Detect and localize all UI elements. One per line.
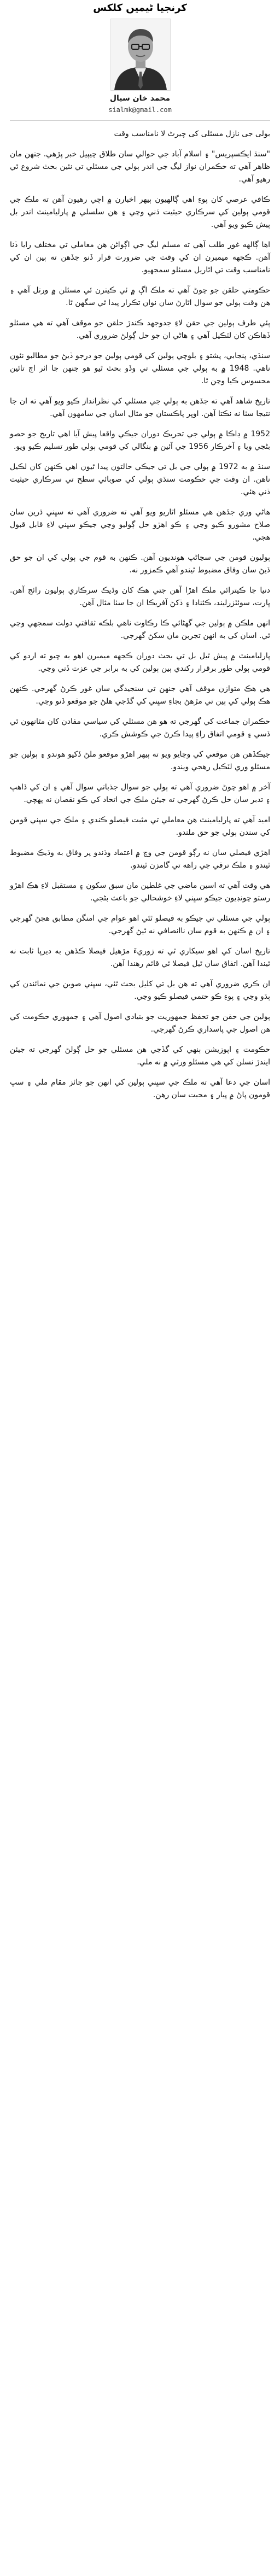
paragraph: ان ڪري ضروري آهي ته هن بل تي کليل بحث ٿئي، سڀني صوبن جي نمائندن کي ٻڌو وڃي ۽ پوءِ ڪو حتمي فيصلو ڪيو وڃي. <box>10 980 270 1001</box>
paragraph: اسان جي دعا آهي ته ملڪ جي سڀني ٻولين کي انهن جو جائز مقام ملي ۽ سڀ قومون پاڻ ۾ پيار ۽ محبت سان رهن. <box>10 1078 270 1099</box>
author-portrait-icon <box>111 19 170 90</box>
author-name: محمد خان سیال <box>109 94 171 103</box>
paragraph: تاريخ اسان کي اهو سيکاري ٿي ته زوريءَ مڙهيل فيصلا ڪڏهن به ديرپا ثابت نه ٿيندا آهن. اتفاق سان ٿيل فيصلا ئي قائم رهندا آهن. <box>10 947 270 968</box>
paragraph: پارليامينٽ ۾ پيش ٿيل بل تي بحث دوران ڪجهه ميمبرن اهو به چيو ته اردو کي قومي ٻولي طور برقرار رکندي ٻين ٻولين کي به برابر جي عزت ڏني وڃي. <box>10 652 270 673</box>
paragraph: ٻوليون قومن جي سڃاڻپ هونديون آهن. ڪنهن به قوم جي ٻولي کي ان جو حق ڏيڻ سان وفاق مضبوط ٿيندو آهي ڪمزور نه. <box>10 553 270 575</box>
paragraph: اها ڳالهه غور طلب آهي ته مسلم ليگ جي اڳواڻن هن معاملي تي مختلف رايا ڏنا آهن. ڪجهه ميمبرن ان کي وقت جي ضرورت قرار ڏنو جڏهن ته ٻين ان کي نامناسب وقت تي اٿاريل مسئلو سمجهيو. <box>10 241 270 274</box>
paragraph: ٻولين جي حقن جو تحفظ جمهوريت جو بنيادي اصول آهي ۽ جمهوري حڪومت کي هن اصول جي پاسداري ڪرڻ گهرجي. <box>10 1012 270 1034</box>
paragraph: حڪومت ۽ اپوزيشن ٻنهي کي گڏجي هن مسئلي جو حل ڳولڻ گهرجي ته جيئن ايندڙ نسلن کي هي مسئلو ورثي ۾ نه ملي. <box>10 1045 270 1067</box>
paragraph: هاڻي وري جڏهن هي مسئلو اٿاريو ويو آهي ته ضروري آهي ته سڀني ڌرين سان صلاح مشورو ڪيو وڃي ۽ ڪو اهڙو حل ڳوليو وڃي جيڪو سڀني لاءِ قابل قبول هجي. <box>10 508 270 542</box>
paragraph: دنيا جا ڪيترائي ملڪ اهڙا آهن جتي هڪ کان وڌيڪ سرڪاري ٻوليون رائج آهن. ڀارت، سوئٽزرلينڊ، ڪئناڊا ۽ ڏکڻ آفريڪا ان جا سٺا مثال آهن. <box>10 586 270 607</box>
paragraph: حڪومتي حلقن جو چوڻ آهي ته ملڪ اڳ ۾ ئي ڪيترن ئي مسئلن ۾ ورتل آهي ۽ هن وقت ٻولي جو سوال اٿارڻ سان نوان تڪرار پيدا ٿي سگهن ٿا. <box>10 286 270 307</box>
paragraph: بولی جی نازل مسئلی کی چیرٹ لا نامناسب وقت <box>114 130 270 138</box>
paragraph: هي هڪ متوازن موقف آهي جنهن تي سنجيدگي سان غور ڪرڻ گهرجي. ڪنهن هڪ ٻولي کي ٻين تي مڙهڻ بجاءِ سڀني کي گڏجي هلڻ جو موقعو ڏنو وڃي. <box>10 684 270 706</box>
column-body <box>10 128 270 2567</box>
paragraph: حڪمران جماعت کي گهرجي ته هو هن مسئلي کي سياسي مفادن کان مٿانهون ٿي ڏسي ۽ قومي اتفاق راءِ پيدا ڪرڻ جي ڪوشش ڪري. <box>10 717 270 739</box>
paragraph: جيڪڏهن هن موقعي کي وڃايو ويو ته ٻيهر اهڙو موقعو ملڻ ڏکيو هوندو ۽ ٻولين جو مسئلو وري لٽڪيل رهجي ويندو. <box>10 750 270 771</box>
paragraph: هي وقت آهي ته اسين ماضي جي غلطين مان سبق سکون ۽ مستقبل لاءِ هڪ اهڙو رستو چونڊيون جيڪو سڀني لاءِ خوشحالي جو باعث بڻجي. <box>10 881 270 903</box>
paragraph: آخر ۾ اهو چوڻ ضروري آهي ته ٻولي جو سوال جذباتي سوال آهي ۽ ان کي ڏاهپ ۽ تدبر سان حل ڪرڻ گهرجي ته جيئن ملڪ جي اتحاد کي ڪو نقصان نه پهچي. <box>10 783 270 804</box>
paragraph: ٻولي جي مسئلي تي جيڪو به فيصلو ٿئي اهو عوام جي امنگن مطابق هجڻ گهرجي ۽ ان ۾ ڪنهن به قوم سان ناانصافي نه ٿيڻ گهرجي. <box>10 914 270 935</box>
paragraph: اميد آهي ته پارليامينٽ هن معاملي تي مثبت فيصلو ڪندي ۽ ملڪ جي سڀني قومن کي سندن ٻولي جو حق ملندو. <box>10 816 270 837</box>
column-title: کرنجیا ٹیمیں کلکس <box>93 2 187 14</box>
paragraph: سنڌي، پنجابي، پشتو ۽ بلوچي ٻولين کي قومي ٻولين جو درجو ڏيڻ جو مطالبو نئون ناهي. 1948 ۾ به ٻولي جي مسئلي تي وڏو بحث ٿيو هو جنهن جا اثر اڄ تائين محسوس ڪيا وڃن ٿا. <box>10 352 270 385</box>
paragraph: ٻئي طرف ٻولين جي حقن لاءِ جدوجهد ڪندڙ حلقن جو موقف آهي ته هي مسئلو ڏهاڪن کان لٽڪيل آهي ۽ هاڻي ان جو حل ڳولڻ ضروري آهي. <box>10 319 270 340</box>
paragraph: ڪافي عرصي کان پوءِ اهي ڳالهيون ٻيهر اخبارن ۾ اچي رهيون آهن ته ملڪ جي قومي ٻولين کي سرڪاري حيثيت ڏني وڃي ۽ هن سلسلي ۾ پارليامينٽ اندر بل پيش ڪيو ويو آهي. <box>10 195 270 229</box>
paragraph: انهن ملڪن ۾ ٻولين جي گهڻائي ڪا رڪاوٽ ناهي بلڪه ثقافتي دولت سمجهي وڃي ٿي. اسان کي به انهن تجربن مان سکڻ گهرجي. <box>10 619 270 640</box>
author-email[interactable]: sialmk@gmail.com <box>108 106 172 114</box>
paragraph: اهڙي فيصلي سان نه رڳو قومن جي وچ ۾ اعتماد وڌندو پر وفاق به وڌيڪ مضبوط ٿيندو ۽ ملڪ ترقي جي راهه تي گامزن ٿيندو. <box>10 848 270 870</box>
paragraph: 1952 ۾ ڍاڪا ۾ ٻولي جي تحريڪ دوران جيڪي واقعا پيش آيا اهي تاريخ جو حصو بڻجي ويا ۽ آخرڪار 1956 جي آئين ۾ بنگالي کي قومي ٻولي طور تسليم ڪيو ويو. <box>10 430 270 451</box>
paragraph: "سنڌ ايڪسپريس" ۽ اسلام آباد جي حوالي سان طلاق چيپيل خبر پڙهي. جنهن مان ظاهر آهي ته حڪمران نواز ليگ جي اندر ٻولي جي مسئلي تي نئين بحث شروع ٿي رهيو آهي. <box>10 150 270 184</box>
header-divider <box>10 120 270 121</box>
paragraph: سنڌ ۾ به 1972 ۾ ٻولي جي بل تي جيڪي حالتون پيدا ٿيون اهي ڪنهن کان لڪيل ناهن. ان وقت جي حڪومت سنڌي ٻولي کي صوبائي سطح تي سرڪاري حيثيت ڏني هئي. <box>10 462 270 496</box>
paragraph: تاريخ شاهد آهي ته جڏهن به ٻولي جي مسئلي کي نظرانداز ڪيو ويو آهي ته ان جا نتيجا سٺا نه نڪتا آهن. اوڀر پاڪستان جو مثال اسان جي سامهون آهي. <box>10 397 270 418</box>
column-header <box>0 0 280 131</box>
author-photo <box>110 19 171 91</box>
